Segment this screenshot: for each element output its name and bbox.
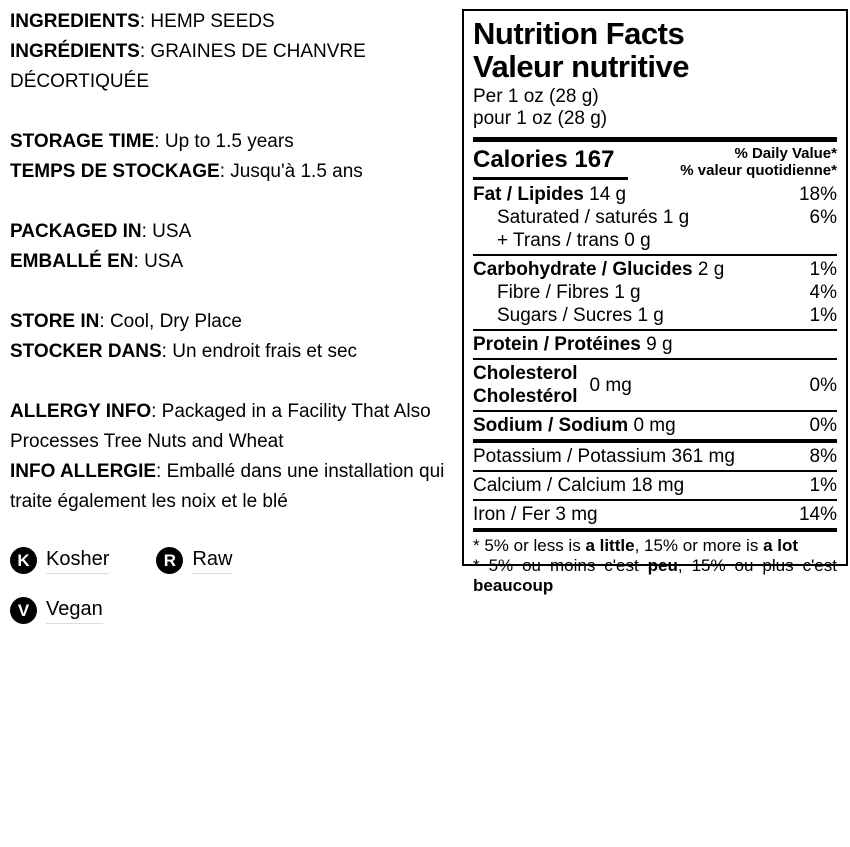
raw-label: Raw — [192, 547, 232, 574]
fibre-dv: 4% — [809, 282, 837, 303]
sodium-name: Sodium / Sodium — [473, 415, 629, 436]
sugars-name-amount — [497, 304, 664, 327]
kosher-icon: K — [10, 547, 37, 574]
allergy-info-section — [10, 397, 462, 517]
cholesterol-dv: 0% — [809, 374, 837, 396]
row-fat — [473, 183, 837, 206]
serving-size-fr: pour 1 oz (28 g) — [473, 108, 608, 129]
potassium-dv: 8% — [809, 446, 837, 467]
panel-title-en: Nutrition Facts — [473, 16, 685, 51]
store-in-value-fr: Un endroit frais et sec — [172, 341, 358, 362]
packaged-in-line-fr — [10, 247, 462, 277]
store-in-line-en — [10, 307, 462, 337]
allergy-info-label-fr: INFO ALLERGIE — [10, 461, 157, 482]
row-calcium — [473, 474, 837, 497]
fat-name: Fat / Lipides — [473, 184, 584, 205]
fibre-name-amount — [497, 281, 641, 304]
trans-name-amount — [497, 229, 651, 252]
row-potassium — [473, 445, 837, 468]
calories-number: 167 — [574, 146, 615, 173]
cholesterol-amount: 0 mg — [589, 374, 632, 396]
store-in-section — [10, 307, 462, 367]
separator: : — [99, 311, 110, 332]
vegan-badge — [10, 597, 103, 624]
fat-dv: 18% — [798, 184, 837, 205]
saturated-dv: 6% — [809, 207, 837, 228]
certification-badges-row-1 — [10, 547, 462, 574]
fibre-amount: 1 g — [614, 282, 641, 303]
footnote-fr-bold1: peu — [647, 556, 678, 575]
storage-time-value-en: Up to 1.5 years — [164, 131, 294, 152]
saturated-name-amount — [497, 206, 689, 229]
ingredients-section — [10, 7, 462, 97]
sodium-dv: 0% — [809, 415, 837, 436]
separator: : — [141, 221, 153, 242]
footnote-en-text2: , 15% or more is — [634, 536, 764, 555]
calcium-name: Calcium / Calcium — [473, 475, 627, 496]
thick-divider — [473, 528, 837, 532]
thick-divider — [473, 439, 837, 443]
storage-time-line-en — [10, 127, 462, 157]
separator: : — [219, 161, 231, 182]
sodium-amount: 0 mg — [633, 415, 676, 436]
kosher-badge — [10, 547, 109, 574]
saturated-name: Saturated / saturés — [497, 207, 658, 228]
potassium-amount: 361 mg — [671, 446, 735, 467]
separator: : — [161, 341, 173, 362]
sugars-amount: 1 g — [637, 305, 664, 326]
divider — [473, 499, 837, 501]
store-in-label-en: STORE IN — [10, 311, 100, 332]
vegan-label: Vegan — [46, 597, 103, 624]
daily-value-header — [680, 145, 837, 180]
cholesterol-name-en: Cholesterol — [473, 363, 578, 384]
protein-name: Protein / Protéines — [473, 334, 641, 355]
divider — [473, 329, 837, 331]
allergy-info-value-en: Packaged in a Facility That Also Processes Tree Nuts and Wheat — [10, 401, 431, 452]
daily-value-header-en: % Daily Value* — [734, 145, 837, 162]
storage-time-label-en: STORAGE TIME — [10, 131, 155, 152]
row-sodium — [473, 414, 837, 437]
fat-amount: 14 g — [589, 184, 627, 205]
row-cholesterol — [473, 362, 837, 408]
separator: : — [139, 11, 151, 32]
allergy-info-value-fr: Emballé dans une installation qui traite également les noix et le blé — [10, 461, 445, 512]
row-fibre — [473, 281, 837, 304]
sugars-dv: 1% — [809, 305, 837, 326]
cholesterol-name-fr: Cholestérol — [473, 386, 578, 407]
allergy-info-line-fr — [10, 457, 462, 517]
packaged-in-label-en: PACKAGED IN — [10, 221, 142, 242]
carbohydrate-name: Carbohydrate / Glucides — [473, 259, 693, 280]
ingredients-line-fr — [10, 37, 462, 97]
footnote-en — [473, 536, 837, 556]
row-protein — [473, 333, 837, 356]
footnote-fr — [473, 556, 837, 596]
panel-title-fr: Valeur nutritive — [473, 49, 689, 84]
trans-name: + Trans / trans — [497, 230, 619, 251]
separator: : — [151, 401, 162, 422]
store-in-value-en: Cool, Dry Place — [109, 311, 242, 332]
carbohydrate-amount: 2 g — [697, 259, 725, 280]
row-carbohydrate — [473, 258, 837, 281]
ingredients-label-en: INGREDIENTS — [10, 11, 140, 32]
calcium-dv: 1% — [809, 475, 837, 496]
packaged-in-value-en: USA — [152, 221, 192, 242]
product-info-column — [10, 7, 462, 647]
storage-time-section — [10, 127, 462, 187]
store-in-label-fr: STOCKER DANS — [10, 341, 162, 362]
footnote-en-text: * 5% or less is — [473, 536, 586, 555]
footnote-fr-bold2: beaucoup — [473, 576, 554, 595]
cholesterol-names — [473, 362, 578, 408]
iron-dv: 14% — [798, 504, 837, 525]
footnote-fr-text2: , 15% ou plus c'est — [677, 556, 837, 575]
row-trans — [473, 229, 837, 252]
packaged-in-label-fr: EMBALLÉ EN — [10, 251, 134, 272]
protein-name-amount — [473, 333, 673, 356]
ingredients-value-en: HEMP SEEDS — [150, 11, 275, 32]
carbohydrate-dv: 1% — [809, 259, 837, 280]
separator: : — [156, 461, 167, 482]
ingredients-value-fr: GRAINES DE CHANVRE DÉCORTIQUÉE — [10, 41, 366, 92]
potassium-name: Potassium / Potassium — [473, 446, 667, 467]
ingredients-line-en — [10, 7, 462, 37]
storage-time-value-fr: Jusqu'à 1.5 ans — [230, 161, 363, 182]
separator: : — [154, 131, 165, 152]
row-saturated — [473, 206, 837, 229]
raw-badge — [156, 547, 232, 574]
serving-size-block — [473, 86, 837, 130]
separator: : — [133, 251, 145, 272]
iron-amount: 3 mg — [555, 504, 598, 525]
thick-divider — [473, 137, 837, 142]
row-sugars — [473, 304, 837, 327]
footnote-en-bold1: a little — [585, 536, 635, 555]
calories-label: Calories — [473, 146, 568, 173]
sugars-name: Sugars / Sucres — [497, 305, 633, 326]
store-in-line-fr — [10, 337, 462, 367]
sodium-name-amount — [473, 414, 676, 437]
calcium-name-amount — [473, 474, 684, 497]
potassium-name-amount — [473, 445, 735, 468]
allergy-info-line-en — [10, 397, 462, 457]
protein-amount: 9 g — [646, 334, 673, 355]
packaged-in-section — [10, 217, 462, 277]
footnote-fr-text: * 5% ou moins c'est — [473, 556, 648, 575]
calories-row — [473, 145, 837, 180]
separator: : — [139, 41, 151, 62]
packaged-in-line-en — [10, 217, 462, 247]
packaged-in-value-fr: USA — [144, 251, 184, 272]
certification-badges-row-2 — [10, 597, 462, 624]
kosher-label: Kosher — [46, 547, 109, 574]
storage-time-line-fr — [10, 157, 462, 187]
iron-name: Iron / Fer — [473, 504, 551, 525]
daily-value-header-fr: % valeur quotidienne* — [680, 162, 837, 179]
calories-value — [473, 147, 628, 180]
iron-name-amount — [473, 503, 598, 526]
allergy-info-label-en: ALLERGY INFO — [10, 401, 152, 422]
serving-size-en: Per 1 oz (28 g) — [473, 86, 599, 107]
fat-name-amount — [473, 183, 626, 206]
ingredients-label-fr: INGRÉDIENTS — [10, 41, 140, 62]
row-iron — [473, 503, 837, 526]
divider — [473, 358, 837, 360]
divider — [473, 410, 837, 412]
divider — [473, 470, 837, 472]
carbohydrate-name-amount — [473, 258, 724, 281]
divider — [473, 254, 837, 256]
footnote-en-bold2: a lot — [763, 536, 799, 555]
fibre-name: Fibre / Fibres — [497, 282, 609, 303]
saturated-amount: 1 g — [662, 207, 690, 228]
trans-amount: 0 g — [624, 230, 651, 251]
footnote — [473, 536, 837, 596]
storage-time-label-fr: TEMPS DE STOCKAGE — [10, 161, 220, 182]
raw-icon: R — [156, 547, 183, 574]
vegan-icon: V — [10, 597, 37, 624]
calcium-amount: 18 mg — [631, 475, 685, 496]
nutrition-facts-panel — [462, 9, 848, 595]
